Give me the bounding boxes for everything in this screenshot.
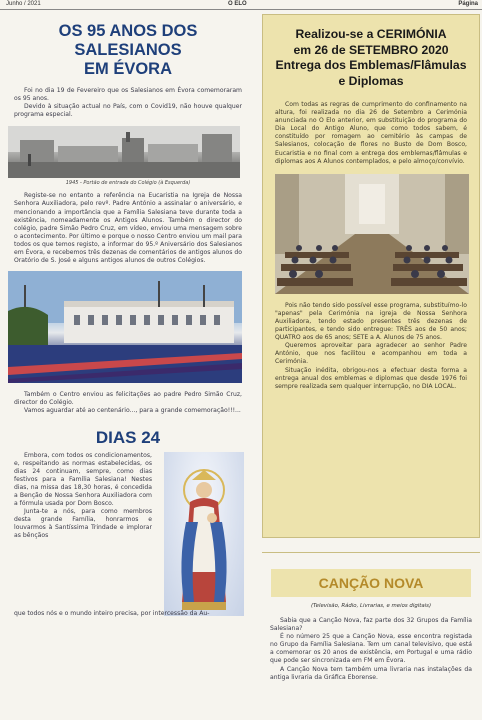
- header-publication: O ELO: [228, 1, 247, 7]
- page-header: [0, 0, 482, 10]
- article1-p3: Registe-se no entanto a referência na Eucaristia na Igreja de Nossa Senhora Auxiliadora, pelo revº. Padre António a assinalar o aniversário, e mencionando a importância que a Família Salesiana teve durante toda a existência, nomeadamente os Antigos Alunos. Também o director do colégio, padre Simão Pedro Cruz, em vídeo, enviou uma mensagem sobre o acontecimento. Por último e porque o nosso Centro enviou um mail para todos os que temos registo, a informar do 95.º Aniversário dos Salesianos em Évora, e recebemos três dezenas de comentários de antigos alunos do Oratório de S. José e alguns antigos alunos de outros Colégios.: [14, 192, 242, 265]
- article4-p3: A Canção Nova tem também uma livraria nas instalações da antiga livraria da Gráfica Eborense.: [270, 665, 472, 681]
- left-column: [8, 14, 248, 622]
- header-date: Junho / 2021: [6, 1, 41, 7]
- article3-p2: Pois não tendo sido possível esse programa, substituímo-lo "apenas" pela Cerimónia na igreja de Nossa Senhora Auxiliadora, tendo estado presentes três dezenas de participantes, e tendo sido entregue: TRÊS aos de 50 anos; QUATRO aos de 65 anos; SETE a A. Alunos de 75 anos.: [275, 301, 467, 342]
- mary-help-statue-image: [164, 452, 244, 616]
- article1-p1: Foi no dia 19 de Fevereiro que os Salesianos em Évora comemoraram os 95 anos.: [14, 87, 242, 103]
- article2-text: [8, 452, 158, 541]
- article1-closing: [8, 391, 248, 415]
- article4-subtitle: (Televisão, Rádio, Livrarias, e meios digitais): [310, 603, 432, 609]
- article4-title: CANÇÃO NOVA: [271, 569, 471, 597]
- article3-p3: Queremos aproveitar para agradecer ao senhor Padre António, que nos facilitou e acompanhou em toda a Cerimónia.: [275, 342, 467, 366]
- article1-title: OS 95 ANOS DOS SALESIANOS EM ÉVORA: [58, 22, 198, 78]
- article2-p2: Junta-te a nós, para como membros desta grande Família, honrarmos e louvarmos à Santíssima Trindade e implorar as bênçãos: [14, 508, 152, 540]
- article2-p1: Embora, com todos os condicionamentos, e, respeitando as normas estabelecidas, os dias 24 continuam, sempre, como dias festivos para a Família Salesiana! Nestes dias, na missa das 18,30 horas, é concedida a Benção de Nossa Senhora Auxiliadora com a fórmula usada por Dom Bosco.: [14, 451, 152, 508]
- article3-title: Realizou-se a CERIMÓNIA em 26 de SETEMBRO 2020 Entrega dos Emblemas/Flâmulas e Diplomas: [275, 27, 467, 88]
- article2: [8, 452, 248, 622]
- article1-p4: Também o Centro enviou as felicitações ao padre Pedro Simão Cruz, director do Colégio.: [14, 391, 242, 407]
- statue-drawing: [164, 452, 244, 616]
- article1-body: [8, 192, 248, 265]
- article4-body: [262, 617, 480, 682]
- article2-p2-end: que todos nós e o mundo inteiro precisa, por intercessão da Au-: [14, 609, 210, 617]
- article2-foot: [8, 610, 248, 618]
- article1-p2: Devido à situação actual no País, com o Covid19, não houve qualquer programa especial.: [14, 103, 242, 119]
- historic-photo-drawing: [8, 126, 240, 178]
- cancao-nova-section: [262, 552, 480, 720]
- header-page: Página: [458, 1, 478, 7]
- historic-photo-caption: 1945 - Portão de entrada do Colégio (à Esquerda): [65, 180, 191, 187]
- ceremony-box: [262, 14, 480, 538]
- college-photo-drawing: [8, 271, 242, 383]
- article4-p1: Sabia que a Canção Nova, faz parte dos 32 Grupos da Família Salesiana?: [270, 617, 472, 633]
- right-column: [262, 14, 480, 538]
- article2-title: DIAS 24: [95, 427, 161, 447]
- article1-p5: Vamos aguardar até ao centenário..., para a grande comemoração!!!...: [24, 407, 241, 415]
- article3-intro: [275, 101, 467, 166]
- historic-photo: [8, 126, 240, 178]
- article3-p4: Situação inédita, obrigou-nos a efectuar desta forma a entrega anual dos emblemas e diplomas que desde 1976 foi sempre realizada sem qualquer interrupção, no DIA LOCAL.: [275, 366, 467, 390]
- church-photo-drawing: [275, 174, 469, 294]
- article1-intro: [8, 87, 248, 119]
- college-photo: [8, 271, 242, 383]
- article3-body: [275, 302, 467, 391]
- church-ceremony-photo: [275, 174, 469, 294]
- article3-p1: Com todas as regras de cumprimento do confinamento na altura, foi realizada no dia 26 de Setembro a Cerimónia anunciada no O Elo anterior, em substituição do programa do Dia Local do Antigo Aluno, que como todos sabem, é constituído por romagem ao cemitério às campas de Salesianos, colocação de flores no Busto de Dom Bosco, Eucaristia e no final com a entrega dos emblemas/flâmulas e diplomas aos A Alunos contemplados, e pelo almoço/convívio.: [275, 101, 467, 165]
- article4-p2: É no número 25 que a Canção Nova, esse encontra registada no Grupo da Família Salesiana. Tem um canal televisivo, que está a comemorar os 20 anos de existência, em Portugal e uma rádio que pode ser sincronizada em FM em Évora.: [270, 633, 472, 665]
